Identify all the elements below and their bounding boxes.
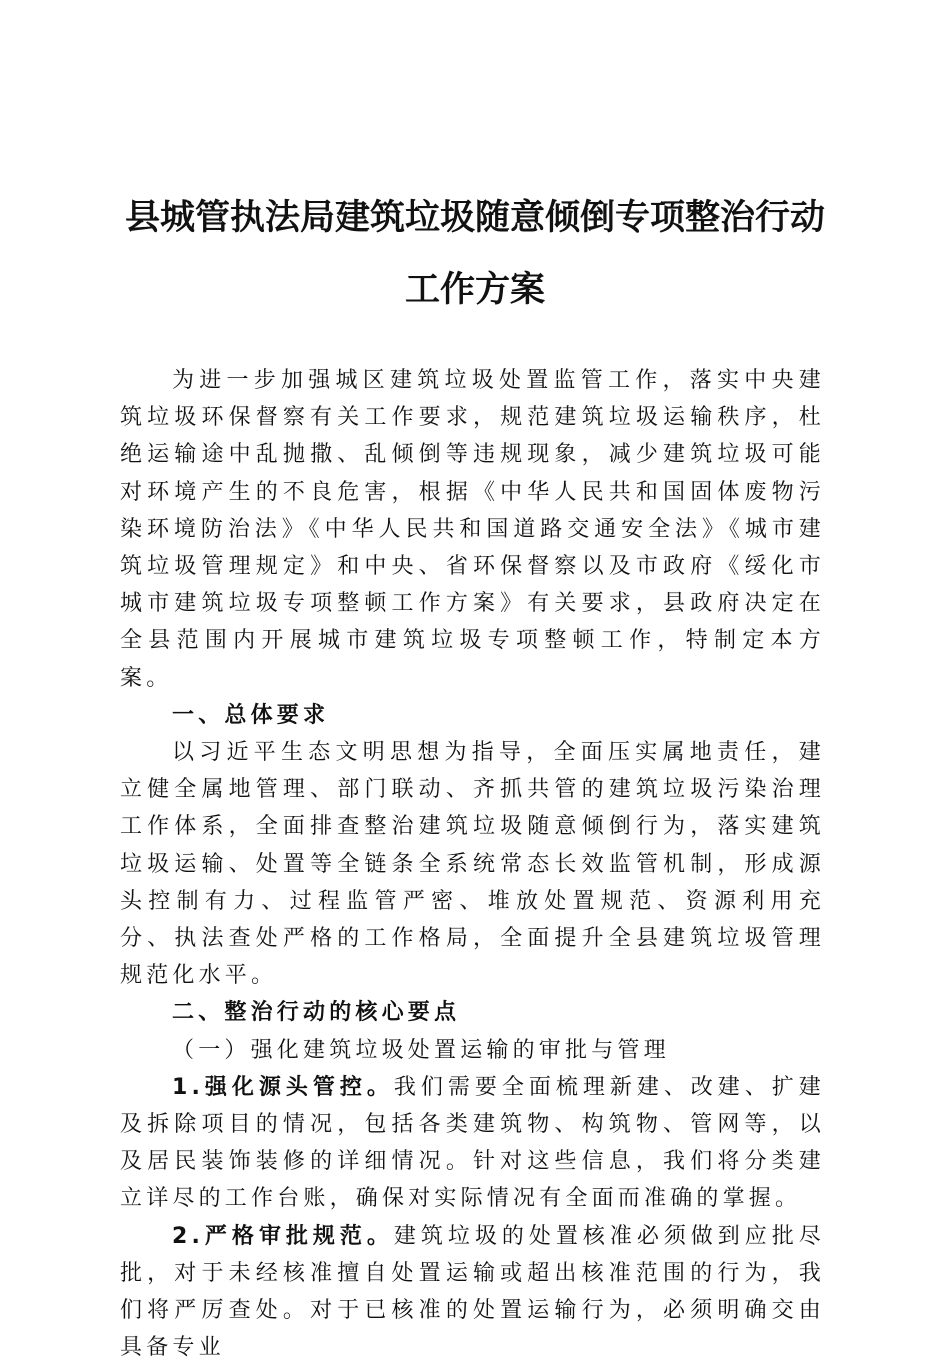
intro-paragraph: 为进一步加强城区建筑垃圾处置监管工作，落实中央建筑垃圾环保督察有关工作要求，规范建筑垃圾运输秩序，杜绝运输途中乱抛撒、乱倾倒等违规现象，减少建筑垃圾可能对环境产生的不良危害，根据《中华人民共和国固体废物污染环境防治法》《中华人民共和国道路交通安全法》《城市建筑垃圾管理规定》和中央、省环保督察以及市政府《绥化市城市建筑垃圾专项整顿工作方案》有关要求，县政府决定在全县范围内开展城市建筑垃圾专项整顿工作，特制定本方案。 <box>120 368 825 691</box>
item1-text: 我们需要全面梳理新建、改建、扩建及拆除项目的情况，包括各类建筑物、构筑物、管网等，以及居民装饰装修的详细情况。针对这些信息，我们将分类建立详尽的工作台账，确保对实际情况有全面而准确的掌握。 <box>120 1074 825 1212</box>
item1-paragraph <box>120 1069 825 1218</box>
item2-lead: 2.严格审批规范。 <box>172 1223 394 1249</box>
section2-heading: 二、整治行动的核心要点 <box>172 1000 461 1026</box>
section1-paragraph: 以习近平生态文明思想为指导，全面压实属地责任，建立健全属地管理、部门联动、齐抓共管的建筑垃圾污染治理工作体系，全面排查整治建筑垃圾随意倾倒行为，落实建筑垃圾运输、处置等全链条全系统常态长效监管机制，形成源头控制有力、过程监管严密、堆放处置规范、资源利用充分、执法查处严格的工作格局，全面提升全县建筑垃圾管理规范化水平。 <box>120 740 825 989</box>
document-body <box>120 362 825 1366</box>
document-title-line1: 县城管执法局建筑垃圾随意倾倒专项整治行动 <box>124 198 825 238</box>
item2-text: 建筑垃圾的处置核准必须做到应批尽批，对于未经核准擅自处置运输或超出核准范围的行为，我们将严厉查处。对于已核准的处置运输行为，必须明确交由具备专业 <box>120 1223 825 1361</box>
section2-subheading: （一）强化建筑垃圾处置运输的审批与管理 <box>172 1037 670 1063</box>
item1-lead: 1.强化源头管控。 <box>172 1074 394 1100</box>
document-title-line2: 工作方案 <box>404 270 545 310</box>
section1-heading: 一、总体要求 <box>172 702 330 728</box>
